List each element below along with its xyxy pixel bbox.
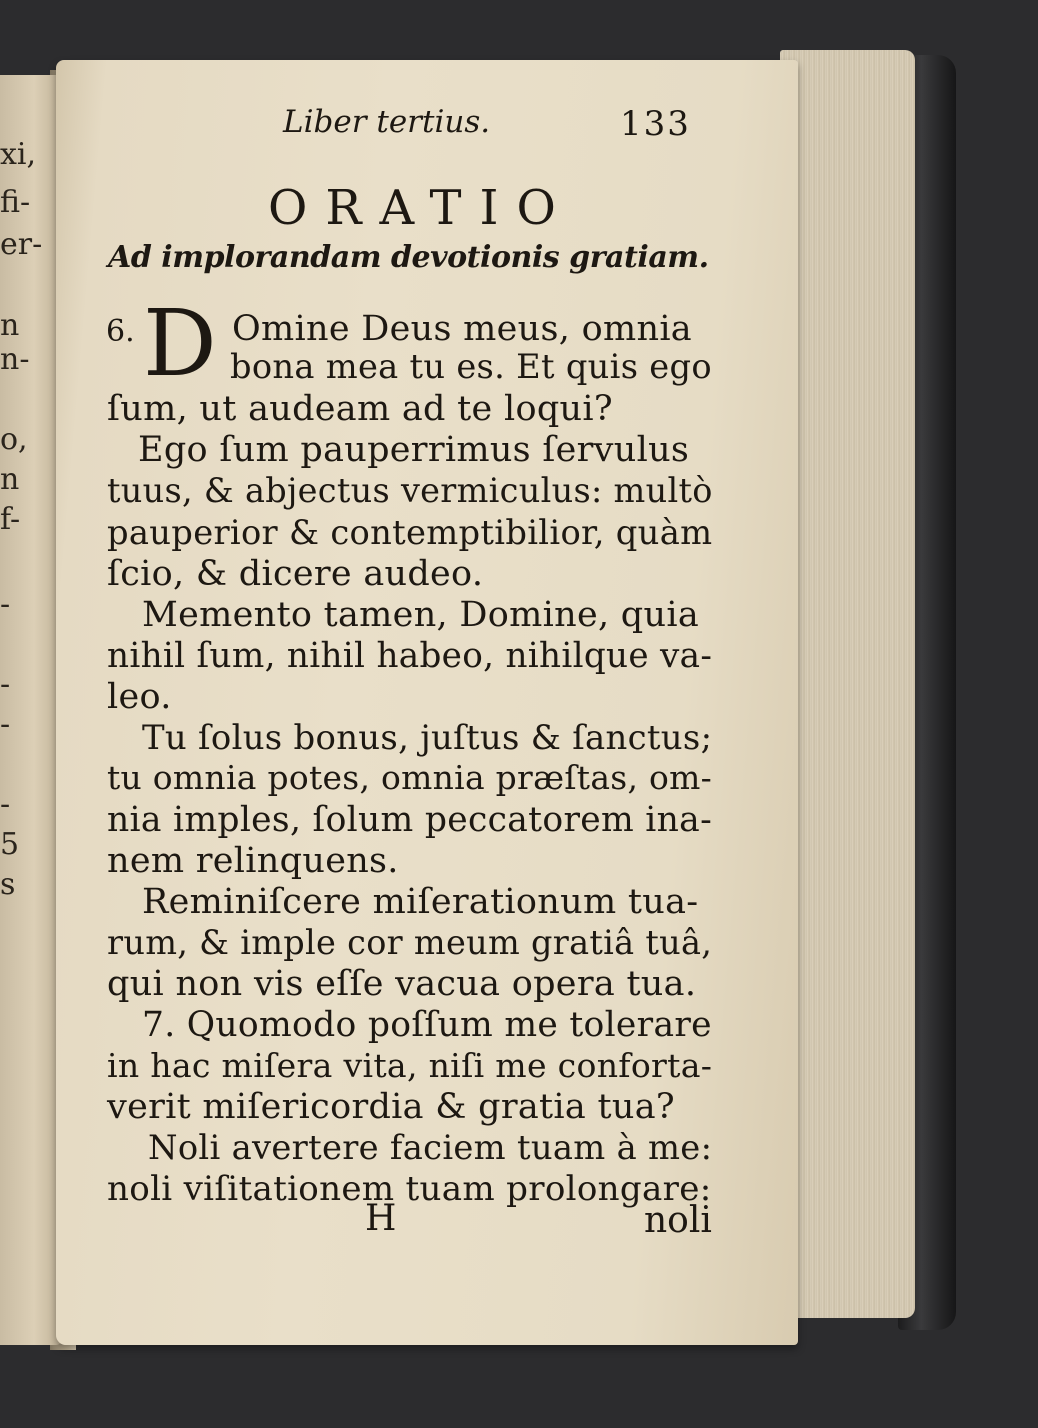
left-fragment: xi, bbox=[0, 137, 37, 172]
left-fragment: - bbox=[0, 787, 11, 822]
text-line: 7. Quomodo poſſum me tolerare bbox=[142, 1005, 712, 1045]
text-line: pauperior & contemptibilior, quàm bbox=[107, 513, 713, 552]
text-line: Tu ſolus bonus, juſtus & ſanctus; bbox=[142, 718, 713, 757]
left-fragment: 5 bbox=[0, 827, 20, 862]
left-fragment: - bbox=[0, 707, 11, 742]
text-line: noli viſitationem tuam prolongare: bbox=[107, 1169, 712, 1209]
left-fragment: f- bbox=[0, 502, 21, 537]
text-line: Memento tamen, Domine, quia bbox=[142, 595, 700, 635]
left-fragment: s bbox=[0, 867, 16, 902]
text-line: ſcio, & dicere audeo. bbox=[107, 554, 484, 594]
text-line: leo. bbox=[107, 677, 172, 717]
left-fragment: o, bbox=[0, 422, 28, 457]
text-line: bona mea tu es. Et quis ego bbox=[230, 347, 712, 386]
signature-mark: H bbox=[365, 1198, 397, 1239]
text-line: nem relinquens. bbox=[107, 841, 399, 881]
text-line: nihil ſum, nihil habeo, nihilque va- bbox=[107, 636, 713, 676]
left-fragment: fi- bbox=[0, 185, 31, 220]
text-line: Omine Deus meus, omnia bbox=[232, 309, 692, 349]
prayer-subtitle: Ad implorandam devotionis gratiam. bbox=[108, 240, 709, 275]
text-line: qui non vis eſſe vacua opera tua. bbox=[107, 964, 697, 1004]
left-fragment: n bbox=[0, 462, 20, 497]
left-fragment: n- bbox=[0, 342, 30, 377]
text-line: tuus, & abjectus vermiculus: multò bbox=[107, 471, 713, 510]
text-line: Ego ſum pauperrimus ſervulus bbox=[138, 430, 690, 470]
text-line: tu omnia potes, omnia præſtas, om- bbox=[107, 758, 713, 797]
left-fragment: - bbox=[0, 667, 11, 702]
drop-cap: D bbox=[143, 290, 217, 397]
prayer-title: ORATIO bbox=[268, 180, 574, 236]
text-line: rum, & imple cor meum gratiâ tuâ, bbox=[107, 923, 713, 962]
text-line: nia imples, ſolum peccatorem ina- bbox=[107, 800, 713, 840]
running-head: Liber tertius. bbox=[283, 104, 491, 140]
text-line: ſum, ut audeam ad te loqui? bbox=[107, 389, 613, 429]
left-fragment: n bbox=[0, 308, 20, 343]
catchword: noli bbox=[644, 1200, 712, 1241]
verse-number: 6. bbox=[106, 314, 135, 349]
page-number: 133 bbox=[620, 104, 691, 144]
left-fragment: - bbox=[0, 587, 11, 622]
text-line: verit miſericordia & gratia tua? bbox=[107, 1087, 675, 1127]
left-fragment: er- bbox=[0, 227, 43, 262]
text-line: Reminiſcere miſerationum tua- bbox=[142, 882, 699, 922]
text-line: in hac miſera vita, niſi me conforta- bbox=[107, 1046, 713, 1085]
text-line: Noli avertere faciem tuam à me: bbox=[148, 1128, 713, 1167]
